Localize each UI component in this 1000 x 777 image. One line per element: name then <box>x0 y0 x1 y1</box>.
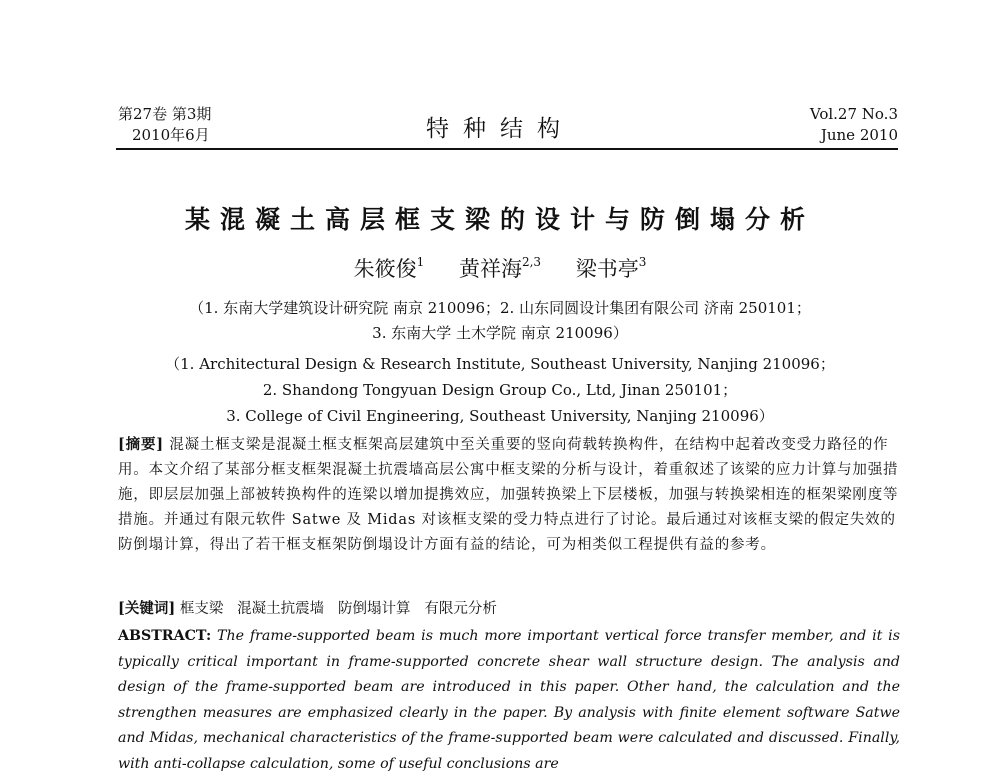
date-en: June 2010 <box>820 126 898 144</box>
abstract-text-en: The frame-supported beam is much more important vertical force transfer member, and it is typically critical important in frame-supported concrete shear wall structure design. The analysis and design of the frame-supported beam are introduced in this paper. Other hand, the calculation and the strengthen measures are emphasized clearly in the paper. By analysis with finite element software Satwe and Midas, mechanical characteristics of the frame-supported beam were calculated and discussed. Finally, with anti-collapse calculation, some of useful conclusions are <box>118 628 900 772</box>
keyword: 混凝土抗震墙 <box>237 601 325 617</box>
paper-title: 某混凝土高层框支梁的设计与防倒塌分析 <box>184 205 815 234</box>
author: 黄祥海$^{2,3}$ <box>458 255 542 281</box>
affiliation-cn-line: 3. 东南大学 土木学院 南京 210096） <box>372 324 628 342</box>
keywords-cn <box>118 596 900 622</box>
abstract-label-cn: [摘要] <box>118 436 164 453</box>
abstract-text-cn: 混凝土框支梁是混凝土框支框架高层建筑中至关重要的竖向荷载转换构件，在结构中起着改变受力路径的作用。本文介绍了某部分框支框架混凝土抗震墙高层公寓中框支梁的分析与设计，着重叙述了该梁的应力计算与加强措施，即层层加强上部被转换构件的连梁以增加提携效应，加强转换梁上下层楼板，加强与转换梁相连的框架梁刚度等措施。并通过有限元软件 Satwe 及 Midas 对该框支梁的受力特点进行了讨论。最后通过对该框支梁的假定失效的防倒塌计算，得出了若干框支框架防倒塌设计方面有益的结论，可为相类似工程提供有益的参考。 <box>118 437 899 553</box>
keyword: 防倒塌计算 <box>338 601 411 617</box>
journal-title: 特种结构 <box>426 116 574 142</box>
abstract-cn <box>118 432 900 558</box>
abstract-label-en: ABSTRACT: <box>118 628 212 644</box>
author: 梁书亭$^3$ <box>575 255 647 281</box>
header-right <box>810 104 898 146</box>
volume-issue-cn: 第27卷 第3期 <box>118 105 212 123</box>
affiliation-en-line: 3. College of Civil Engineering, Southeast University, Nanjing 210096） <box>226 407 774 425</box>
keyword: 有限元分析 <box>424 601 497 617</box>
keyword: 框支梁 <box>179 601 224 617</box>
header-rule <box>116 148 898 150</box>
affiliation-en-line: （1. Architectural Design & Research Institute, Southeast University, Nanjing 210096； <box>165 355 835 373</box>
affiliation-cn-line: （1. 东南大学建筑设计研究院 南京 210096；2. 山东同圆设计集团有限公司 济南 250101； <box>189 299 811 317</box>
volume-issue-en: Vol.27 No.3 <box>809 105 898 123</box>
date-cn: 2010年6月 <box>132 126 210 144</box>
affiliation-en-line: 2. Shandong Tongyuan Design Group Co., Ltd, Jinan 250101； <box>262 381 738 399</box>
author-list <box>0 253 1000 283</box>
keywords-label: [关键词] <box>118 600 176 617</box>
author: 朱筱俊$^1$ <box>353 255 425 281</box>
abstract-en <box>118 624 900 777</box>
